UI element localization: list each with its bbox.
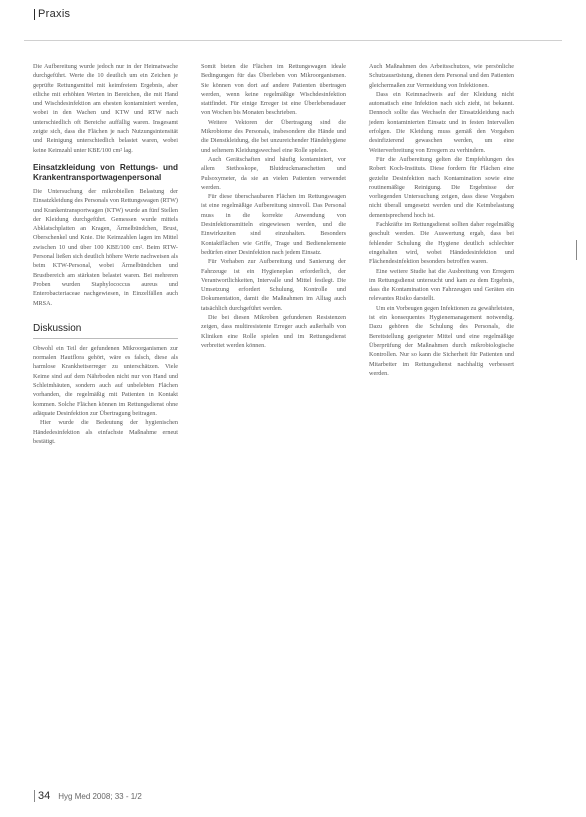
heading-diskussion: Diskussion: [33, 322, 178, 339]
page-footer: [34, 790, 142, 802]
section-bar: [34, 9, 35, 20]
column-3: [369, 62, 514, 378]
col3-paragraph-2: Dass ein Keimnachweis auf der Kleidung nicht automatisch eine Infektion nach sich zieht, ist bekannt. Dennoch sollte das Wechseln der Einsatzkleidung nach jedem kontaminierten Einsatz und in festen Intervallen erfolgen. Die Kleidung muss gemäß den Vorgaben desinfizierend gewaschen werden, um eine Weiterverbreitung von Erregern zu verhindern.: [369, 90, 514, 154]
col3-paragraph-4: Fachkräfte im Rettungsdienst sollten daher regelmäßig geschult werden. Die Auswertung ergab, dass bei fehlender Schulung die Hygiene deutlich schlechter eingehalten wird, wobei Händedesinfektion und Flächendesinfektion besonders betroffen waren.: [369, 221, 514, 266]
col3-paragraph-5: Eine weitere Studie hat die Ausbreitung von Erregern im Rettungsdienst untersucht und kam zu dem Ergebnis, dass die Kontamination von Fahrzeugen und Geräten ein relevantes Risiko darstellt.: [369, 267, 514, 303]
section-label: Praxis: [38, 8, 71, 20]
col2-paragraph-2: Weitere Vektoren der Übertragung sind die Mikrobiome des Personals, insbesondere die Hände und die Dienstkleidung, die bei unzureichender Händehygiene und seltenem Kleidungswechsel eine Rolle spielen.: [201, 118, 346, 154]
col1-paragraph-3: Obwohl ein Teil der gefundenen Mikroorganismen zur normalen Hautflora gehört, wäre es falsch, diese als harmlose Krankheitserreger zu unterschätzen. Viele Keime sind auf dem Nährboden nicht nur von Hand und Schleimhäuten, sondern auch auf unbelebten Flächen vorhanden, die regelmäßig mit Patienten in Kontakt kommen. Solche Flächen können im Rettungsdienst ohne adäquate Desinfektion zur Übertragung beitragen.: [33, 344, 178, 417]
col3-paragraph-1: Auch Maßnahmen des Arbeitsschutzes, wie persönliche Schutzausrüstung, dienen dem Personal und den Patienten gleichermaßen zur Vermeidung von Infektionen.: [369, 63, 514, 89]
col3-paragraph-6: Um ein Vorbeugen gegen Infektionen zu gewährleisten, ist ein konsequentes Hygienemanagement notwendig. Dazu gehören die Schulung des Personals, die Bereitstellung geeigneter Mittel und eine regelmäßige Überprüfung der Maßnahmen durch mikrobiologische Kontrollen. Nur so kann die Sicherheit für Patienten und Mitarbeiter im Rettungsdienst nachhaltig verbessert werden.: [369, 304, 514, 377]
margin-marker: [576, 240, 577, 260]
col2-paragraph-4: Für diese überschaubaren Flächen im Rettungswagen ist eine regelmäßige Aufbereitung sinnvoll. Das Personal muss in die korrekte Anwendung von Desinfektionsmitteln eingewiesen werden, und die Einwirkzeiten sind einzuhalten. Besonders Kontaktflächen wie Griffe, Trage und Bedienelemente bedürfen einer Desinfektion nach jedem Einsatz.: [201, 193, 346, 256]
subheading-einsatzkleidung: Einsatzkleidung von Rettungs- und Krankentransportwagenpersonal: [33, 162, 178, 183]
journal-citation: Hyg Med 2008; 33 - 1/2: [58, 792, 142, 801]
col1-paragraph-4: Hier wurde die Bedeutung der hygienischen Händedesinfektion als einfachste Maßnahme erneut bestätigt.: [33, 419, 178, 445]
col2-paragraph-1: Somit bieten die Flächen im Rettungswagen ideale Bedingungen für das Überleben von Mikroorganismen. Sie können von dort auf andere Patienten übertragen werden, wenn keine regelmäßige Wischdesinfektion stattfindet. Für einige Erreger ist eine Überlebensdauer von Wochen bis Monaten beschrieben.: [201, 63, 346, 117]
col2-paragraph-5: Für Vorhaben zur Aufbereitung und Sanierung der Fahrzeuge ist ein Hygieneplan erforderlich, der Verantwortlichkeiten, Intervalle und Mittel festlegt. Die Umsetzung erfordert Schulung, Kontrolle und Dokumentation, damit die Maßnahmen im Alltag auch tatsächlich durchgeführt werden.: [201, 258, 346, 312]
section-tag: [34, 8, 70, 20]
header-rule: [24, 40, 562, 41]
col1-paragraph-2: Die Untersuchung der mikrobiellen Belastung der Einsatzkleidung des Personals von Rettungswagen (RTW) und Krankentransportwagen (KTW) wurde an fünf Stellen der Kleidung durchgeführt. Gemessen wurde mittels Abklatschplatten an Kragen, Ärmelbündchen, Brust, Oberschenkel und Knie. Die Keimzahlen lagen im Mittel zwischen 10 und über 100 KBE/100 cm². Beim RTW-Personal ließen sich deutlich höhere Werte nachweisen als beim KTW-Personal, wobei Ärmelbündchen und Brustbereich am stärksten belastet waren. Bei mehreren Proben wurden Staphylococcus aureus und Enterobacteriaceae nachgewiesen, in Einzelfällen auch MRSA.: [33, 187, 179, 307]
column-2: [201, 62, 346, 350]
col3-paragraph-3: Für die Aufbereitung gelten die Empfehlungen des Robert Koch-Instituts. Diese fordern für Flächen eine gezielte Desinfektion nach Kontamination sowie eine routinemäßige Reinigung. Die Ergebnisse der vorliegenden Untersuchung zeigen, dass diese Vorgaben nicht überall umgesetzt werden und die Keimbelastung dementsprechend hoch ist.: [369, 155, 514, 219]
column-1: [33, 62, 178, 446]
col2-paragraph-6: Die bei diesen Mikroben gefundenen Resistenzen zeigen, dass multiresistente Erreger auch außerhalb von Kliniken eine Rolle spielen und im Rettungsdienst verbreitet werden können.: [201, 314, 346, 349]
col1-paragraph-1: Die Aufbereitung wurde jedoch nur in der Heimatwache durchgeführt. Werte die 10 deutlich um ein Zeichen je geprüfte Rettungsmittel mit keimfreiem Ergebnis, aber etliche mit erhöhten Werten in Bereichen, die mit Hand und Wischdesinfektion am ehesten kontaminiert werden, wobei in den Wachen und KTW und RTW nach unterschiedlich oft Bereiche auffällig waren. Insgesamt zeigte sich, dass die Flächen je nach Nutzungsintensität und Reinigung unterschiedlich belastet waren, wobei keine Keimzahl unter KBE/100 cm² lag.: [33, 63, 178, 154]
col2-paragraph-3: Auch Gerätschaften sind häufig kontaminiert, vor allem Stethoskope, Blutdruckmanschetten und Pulsoxymeter, da sie an vielen Patienten verwendet werden.: [201, 155, 346, 191]
page-number: 34: [34, 790, 50, 802]
